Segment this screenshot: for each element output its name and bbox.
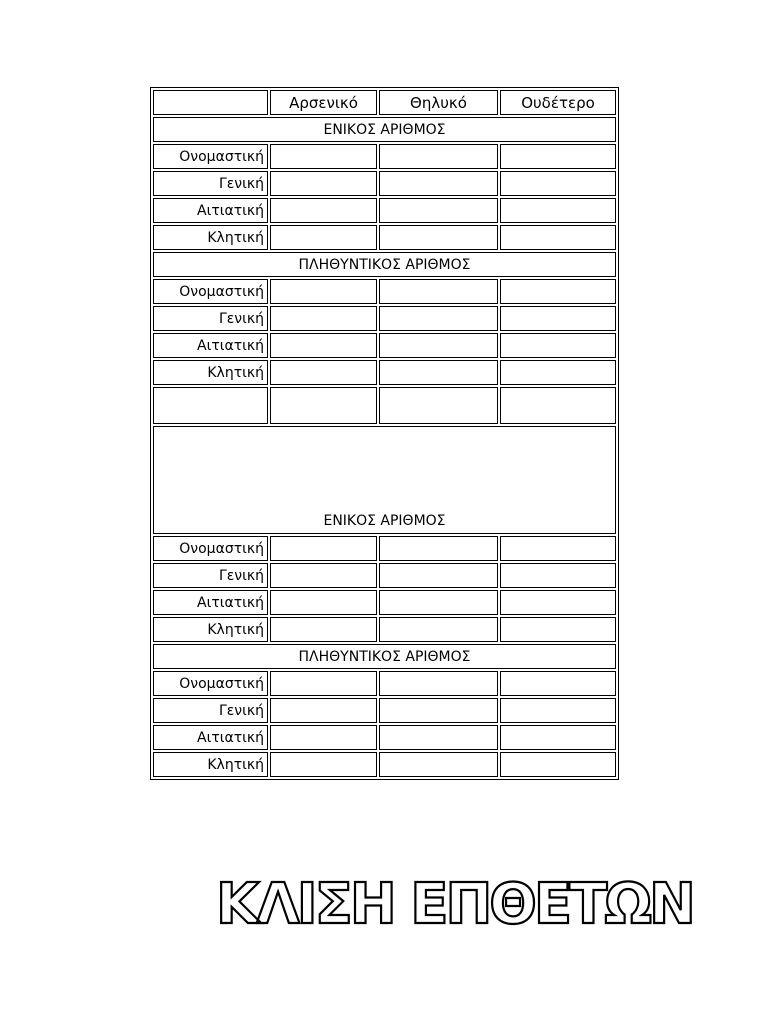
section-row-plural bbox=[153, 644, 616, 669]
answer-plural-b-neuter-cell[interactable] bbox=[500, 671, 616, 696]
declension-table bbox=[150, 87, 619, 780]
answer-singular-a-feminine-cell[interactable] bbox=[379, 144, 498, 169]
table-row bbox=[153, 617, 616, 642]
case-label: Γενική bbox=[153, 306, 268, 331]
answer-plural-a-feminine-cell[interactable] bbox=[379, 279, 498, 304]
answer-singular-a-masculine-cell[interactable] bbox=[270, 198, 377, 223]
table-row bbox=[153, 144, 616, 169]
answer-plural-b-neuter-cell[interactable] bbox=[500, 725, 616, 750]
answer-singular-b-masculine-cell[interactable] bbox=[270, 536, 377, 561]
table-row bbox=[153, 198, 616, 223]
case-label: Γενική bbox=[153, 698, 268, 723]
answer-singular-a-feminine-cell[interactable] bbox=[379, 171, 498, 196]
answer-singular-a-feminine-cell[interactable] bbox=[379, 198, 498, 223]
answer-singular-b-feminine-cell[interactable] bbox=[379, 536, 498, 561]
answer-singular-a-masculine-cell[interactable] bbox=[270, 225, 377, 250]
answer-singular-b-feminine-cell[interactable] bbox=[379, 563, 498, 588]
table-row bbox=[153, 536, 616, 561]
case-label: Ονομαστική bbox=[153, 671, 268, 696]
case-label: Αιτιατική bbox=[153, 333, 268, 358]
case-label: Κλητική bbox=[153, 752, 268, 777]
answer-plural-b-masculine-cell[interactable] bbox=[270, 671, 377, 696]
case-label: Κλητική bbox=[153, 225, 268, 250]
section-label-singular: ΕΝΙΚΟΣ ΑΡΙΘΜΟΣ bbox=[153, 426, 616, 534]
answer-plural-b-feminine-cell[interactable] bbox=[379, 671, 498, 696]
blank-row bbox=[153, 387, 616, 424]
title-text: ΚΛΙΣΗ ΕΠΘΕΤΩΝ bbox=[216, 872, 693, 937]
section-row-plural bbox=[153, 252, 616, 277]
case-label: Κλητική bbox=[153, 360, 268, 385]
answer-singular-b-neuter-cell[interactable] bbox=[500, 617, 616, 642]
answer-singular-b-masculine-cell[interactable] bbox=[270, 590, 377, 615]
header-neuter: Ουδέτερο bbox=[500, 90, 616, 115]
table-row bbox=[153, 306, 616, 331]
answer-plural-b-masculine-cell[interactable] bbox=[270, 698, 377, 723]
case-label: Ονομαστική bbox=[153, 144, 268, 169]
table-row bbox=[153, 590, 616, 615]
answer-plural-a-feminine-cell[interactable] bbox=[379, 360, 498, 385]
answer-plural-b-feminine-cell[interactable] bbox=[379, 725, 498, 750]
case-label: Ονομαστική bbox=[153, 279, 268, 304]
answer-plural-b-neuter-cell[interactable] bbox=[500, 698, 616, 723]
case-label: Αιτιατική bbox=[153, 590, 268, 615]
worksheet-title bbox=[214, 868, 693, 937]
case-label: Γενική bbox=[153, 171, 268, 196]
blank-cell[interactable] bbox=[270, 387, 377, 424]
case-label: Γενική bbox=[153, 563, 268, 588]
header-blank-cell bbox=[153, 90, 268, 115]
answer-singular-a-neuter-cell[interactable] bbox=[500, 225, 616, 250]
table-row bbox=[153, 360, 616, 385]
section-row-singular bbox=[153, 117, 616, 142]
table-row bbox=[153, 171, 616, 196]
answer-plural-b-masculine-cell[interactable] bbox=[270, 752, 377, 777]
answer-singular-a-masculine-cell[interactable] bbox=[270, 171, 377, 196]
answer-singular-b-neuter-cell[interactable] bbox=[500, 563, 616, 588]
answer-plural-a-masculine-cell[interactable] bbox=[270, 306, 377, 331]
table-row bbox=[153, 279, 616, 304]
header-feminine: Θηλυκό bbox=[379, 90, 498, 115]
table-row bbox=[153, 563, 616, 588]
section-label-plural: ΠΛΗΘΥΝΤΙΚΟΣ ΑΡΙΘΜΟΣ bbox=[153, 252, 616, 277]
answer-plural-b-masculine-cell[interactable] bbox=[270, 725, 377, 750]
answer-singular-a-neuter-cell[interactable] bbox=[500, 144, 616, 169]
answer-singular-b-neuter-cell[interactable] bbox=[500, 590, 616, 615]
answer-plural-a-neuter-cell[interactable] bbox=[500, 333, 616, 358]
header-masculine: Αρσενικό bbox=[270, 90, 377, 115]
answer-singular-a-neuter-cell[interactable] bbox=[500, 198, 616, 223]
answer-singular-a-neuter-cell[interactable] bbox=[500, 171, 616, 196]
answer-plural-a-neuter-cell[interactable] bbox=[500, 279, 616, 304]
answer-singular-b-feminine-cell[interactable] bbox=[379, 617, 498, 642]
table-row bbox=[153, 225, 616, 250]
answer-singular-b-neuter-cell[interactable] bbox=[500, 536, 616, 561]
table-row bbox=[153, 752, 616, 777]
table-row bbox=[153, 333, 616, 358]
answer-singular-b-masculine-cell[interactable] bbox=[270, 617, 377, 642]
table-row bbox=[153, 725, 616, 750]
section-label-plural: ΠΛΗΘΥΝΤΙΚΟΣ ΑΡΙΘΜΟΣ bbox=[153, 644, 616, 669]
answer-singular-b-feminine-cell[interactable] bbox=[379, 590, 498, 615]
answer-plural-a-feminine-cell[interactable] bbox=[379, 333, 498, 358]
case-label: Αιτιατική bbox=[153, 198, 268, 223]
answer-plural-b-feminine-cell[interactable] bbox=[379, 752, 498, 777]
answer-plural-a-neuter-cell[interactable] bbox=[500, 360, 616, 385]
answer-singular-a-masculine-cell[interactable] bbox=[270, 144, 377, 169]
case-label: Ονομαστική bbox=[153, 536, 268, 561]
header-row bbox=[153, 90, 616, 115]
section-row-singular bbox=[153, 426, 616, 534]
blank-cell[interactable] bbox=[379, 387, 498, 424]
answer-plural-a-masculine-cell[interactable] bbox=[270, 279, 377, 304]
answer-plural-a-masculine-cell[interactable] bbox=[270, 360, 377, 385]
table-row bbox=[153, 671, 616, 696]
answer-plural-a-feminine-cell[interactable] bbox=[379, 306, 498, 331]
case-label: Κλητική bbox=[153, 617, 268, 642]
blank-cell[interactable] bbox=[500, 387, 616, 424]
answer-plural-a-neuter-cell[interactable] bbox=[500, 306, 616, 331]
answer-singular-a-feminine-cell[interactable] bbox=[379, 225, 498, 250]
answer-singular-b-masculine-cell[interactable] bbox=[270, 563, 377, 588]
answer-plural-b-neuter-cell[interactable] bbox=[500, 752, 616, 777]
answer-plural-a-masculine-cell[interactable] bbox=[270, 333, 377, 358]
table-row bbox=[153, 698, 616, 723]
blank-cell[interactable] bbox=[153, 387, 268, 424]
case-label: Αιτιατική bbox=[153, 725, 268, 750]
section-label-singular: ΕΝΙΚΟΣ ΑΡΙΘΜΟΣ bbox=[153, 117, 616, 142]
answer-plural-b-feminine-cell[interactable] bbox=[379, 698, 498, 723]
